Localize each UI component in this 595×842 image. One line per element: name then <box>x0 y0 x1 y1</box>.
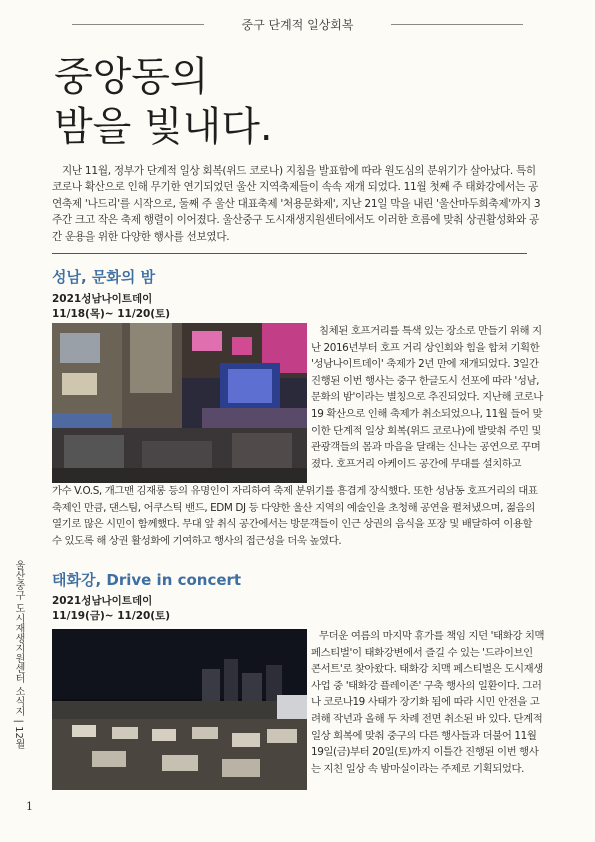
section1-side-paragraph: 침체된 호프거리를 특색 있는 장소로 만들기 위해 지난 2016년부터 호프 거리 상인회와 힘을 합쳐 기획한 '성남나이트데이' 축제가 2년 만에 재개되었다. 3일간 진행된 이번 행사는 중구 한글도시 선포에 따라 '성남, 문화의 밤'이라는 별칭으로 추진되었다. 지난해 코로나19 확산으로 인해 축제가 취소되었으나, 11월 들어 맞이한 단계적 일상 회복(위드 코로나)에 발맞춰 주민 및 관광객들의 몸과 마음을 달래는 신나는 공연으로 꾸며졌다. 호프거리 아케이드 공간에 무대를 설치하고 <box>311 325 543 470</box>
header-rule-left <box>72 24 204 25</box>
main-title <box>54 52 414 152</box>
header-rule-right <box>391 24 523 25</box>
header-title: 중구 단계적 일상회복 <box>241 18 354 32</box>
main-title-line2: 밤을 빛내다. <box>54 104 273 150</box>
page-header <box>0 14 595 38</box>
section2-event-date: 11/19(금)~ 11/20(토) <box>52 610 171 622</box>
section1-photo-festival-crowd <box>52 323 307 483</box>
newsletter-vertical-caption: 울산중구 도시재생지원센터 소식지 | 12월 <box>13 560 24 749</box>
section-divider <box>52 253 527 254</box>
section1-event-date: 11/18(목)~ 11/20(토) <box>52 308 171 320</box>
section2-photo-drive-in-concert <box>52 629 307 790</box>
section2-title: 태화강, Drive in concert <box>52 571 242 589</box>
section1-title: 성남, 문화의 밤 <box>52 268 156 286</box>
page-number: 1 <box>26 800 33 813</box>
section1-full-paragraph: 가수 V.O.S, 개그맨 김재롱 등의 유명인이 자리하여 축제 분위기를 흥겹게 장식했다. 또한 성남동 호프거리의 대표 축제인 만큼, 댄스팀, 어쿠스틱 밴드, EDM DJ 등 다양한 울산 지역의 예술인을 초청해 공연을 펼쳐냈으며, 젊음의 열기로 많은 시민이 함께했다. 무대 앞 취식 공간에서는 방문객들이 인근 상권의 음식을 포장 및 배달하여 이용할 수 있도록 해 상권 활성화에 기여하고 행사의 접근성을 더욱 높였다. <box>52 485 538 547</box>
section2-side-paragraph: 무더운 여름의 마지막 휴가를 책임 지던 '태화강 치맥 페스티벌'이 태화강변에서 즐길 수 있는 '드라이브인 콘서트'로 찾아왔다. 태화강 치맥 페스티벌은 도시재생 사업 중 '태화강 플레이존' 구축 행사의 일환이다. 그러나 코로나19 사태가 장기화 됨에 따라 시민 안전을 고려해 작년과 올해 두 차례 전면 취소된 바 있다. 단계적 일상 회복에 맞춰 중구의 다른 행사들과 더불어 11월 19일(금)부터 20일(토)까지 이틀간 진행된 이번 행사는 지친 일상 속 밤마실이라는 주제로 기획되었다. <box>311 630 545 775</box>
intro-paragraph: 지난 11월, 정부가 단계적 일상 회복(위드 코로나) 지침을 발표함에 따라 원도심의 분위기가 살아났다. 특히 코로나 확산으로 인해 무기한 연기되었던 울산 지역축제들이 속속 재개 되었다. 11월 첫째 주 태화강에서는 공연축제 '나드리'를 시작으로, 둘째 주 울산 대표축제 '처용문화제', 지난 21일 막을 내린 '울산마두희축제'까지 3주간 크고 작은 축제 행렬이 이어졌다. 울산중구 도시재생지원센터에서도 이러한 흐름에 맞춰 상권활성화와 공간 운용을 위한 다양한 행사를 선보였다. <box>52 165 541 243</box>
section1-event-name: 2021성남나이트데이 <box>52 293 153 305</box>
main-title-line1: 중앙동의 <box>54 54 209 100</box>
section2-event-name: 2021성남나이트데이 <box>52 595 153 607</box>
